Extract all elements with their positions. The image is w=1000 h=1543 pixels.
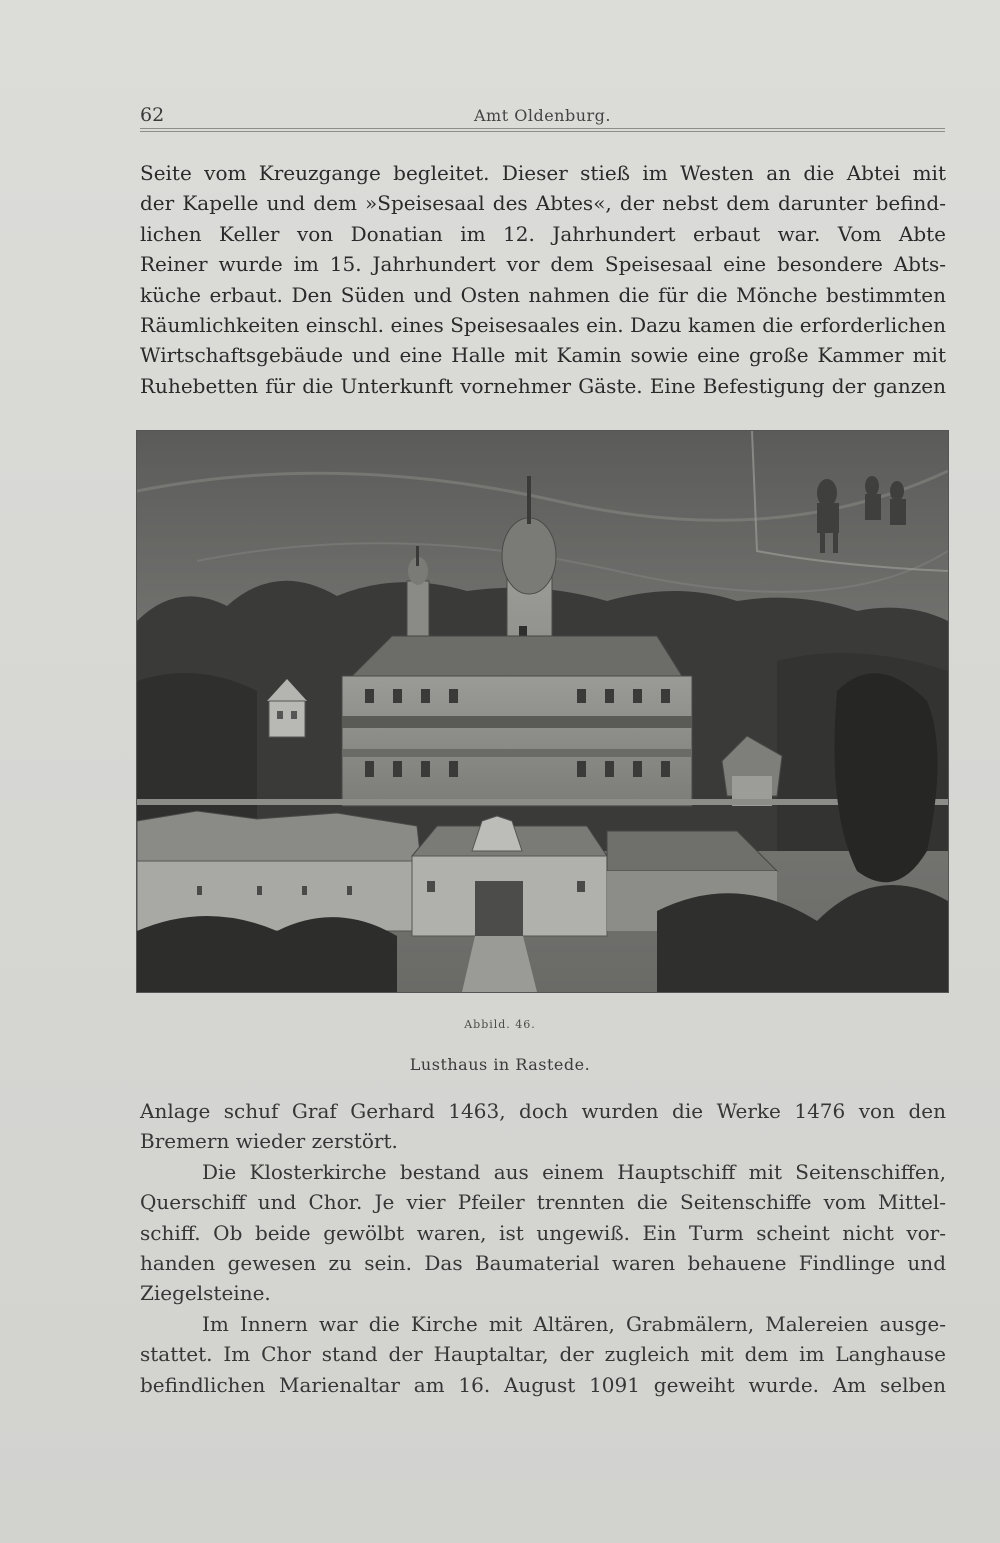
text-line: handen gewesen zu sein. Das Baumaterial waren behauene Findlinge und — [140, 1250, 946, 1275]
text-line: Anlage schuf Graf Gerhard 1463, doch wurden die Werke 1476 von den — [140, 1099, 946, 1123]
text-line: befindlichen Marienaltar am 16. August 1091 geweiht wurde. Am selben — [140, 1372, 946, 1397]
text-line: Reiner wurde im 15. Jahrhundert vor dem Speisesaal eine besondere Abts- — [140, 252, 946, 277]
body-text-bottom — [140, 1096, 946, 1400]
header-rule — [140, 128, 945, 129]
figure-number: Abbild. 46. — [464, 1018, 536, 1031]
text-line: Ruhebetten für die Unterkunft vornehmer Gäste. Eine Befestigung der ganzen — [140, 373, 946, 398]
figure-caption: Lusthaus in Rastede. — [409, 1055, 591, 1074]
text-line: stattet. Im Chor stand der Hauptaltar, der zugleich mit dem im Langhause — [140, 1342, 946, 1367]
header-rule-double — [140, 131, 945, 132]
text-line: Bremern wieder zerstört. — [140, 1129, 398, 1154]
engraving-image — [137, 431, 948, 992]
figure-illustration-lusthaus — [136, 430, 949, 993]
text-line: Die Klosterkirche bestand aus einem Hauptschiff mit Seitenschiffen, — [202, 1159, 946, 1184]
text-line: der Kapelle und dem »Speisesaal des Abtes«, der nebst dem darunter befind- — [140, 191, 946, 216]
text-line: küche erbaut. Den Süden und Osten nahmen die für die Mönche bestimmten — [140, 282, 946, 307]
page-header — [140, 98, 945, 128]
text-line: Räumlichkeiten einschl. eines Speisesaales ein. Dazu kamen die erforderlichen — [140, 312, 946, 337]
running-head: Amt Oldenburg. — [473, 106, 611, 125]
text-line: Wirtschaftsgebäude und eine Halle mit Kamin sowie eine große Kammer mit — [140, 343, 946, 368]
text-line: Querschiff und Chor. Je vier Pfeiler trennten die Seitenschiffe vom Mittel- — [140, 1190, 946, 1215]
text-line: Im Innern war die Kirche mit Altären, Grabmälern, Malereien ausge- — [202, 1311, 946, 1336]
text-line: Ziegelsteine. — [140, 1281, 271, 1306]
page-number: 62 — [140, 104, 165, 126]
text-line: Seite vom Kreuzgange begleitet. Dieser stieß im Westen an die Abtei mit — [140, 161, 946, 185]
text-line: schiff. Ob beide gewölbt waren, ist ungewiß. Ein Turm scheint nicht vor- — [140, 1220, 946, 1245]
castle-main-building — [342, 636, 692, 806]
dark-tree-right — [835, 673, 938, 882]
body-text-top — [140, 158, 946, 401]
text-line: lichen Keller von Donatian im 12. Jahrhundert erbaut war. Vom Abte — [140, 221, 946, 246]
